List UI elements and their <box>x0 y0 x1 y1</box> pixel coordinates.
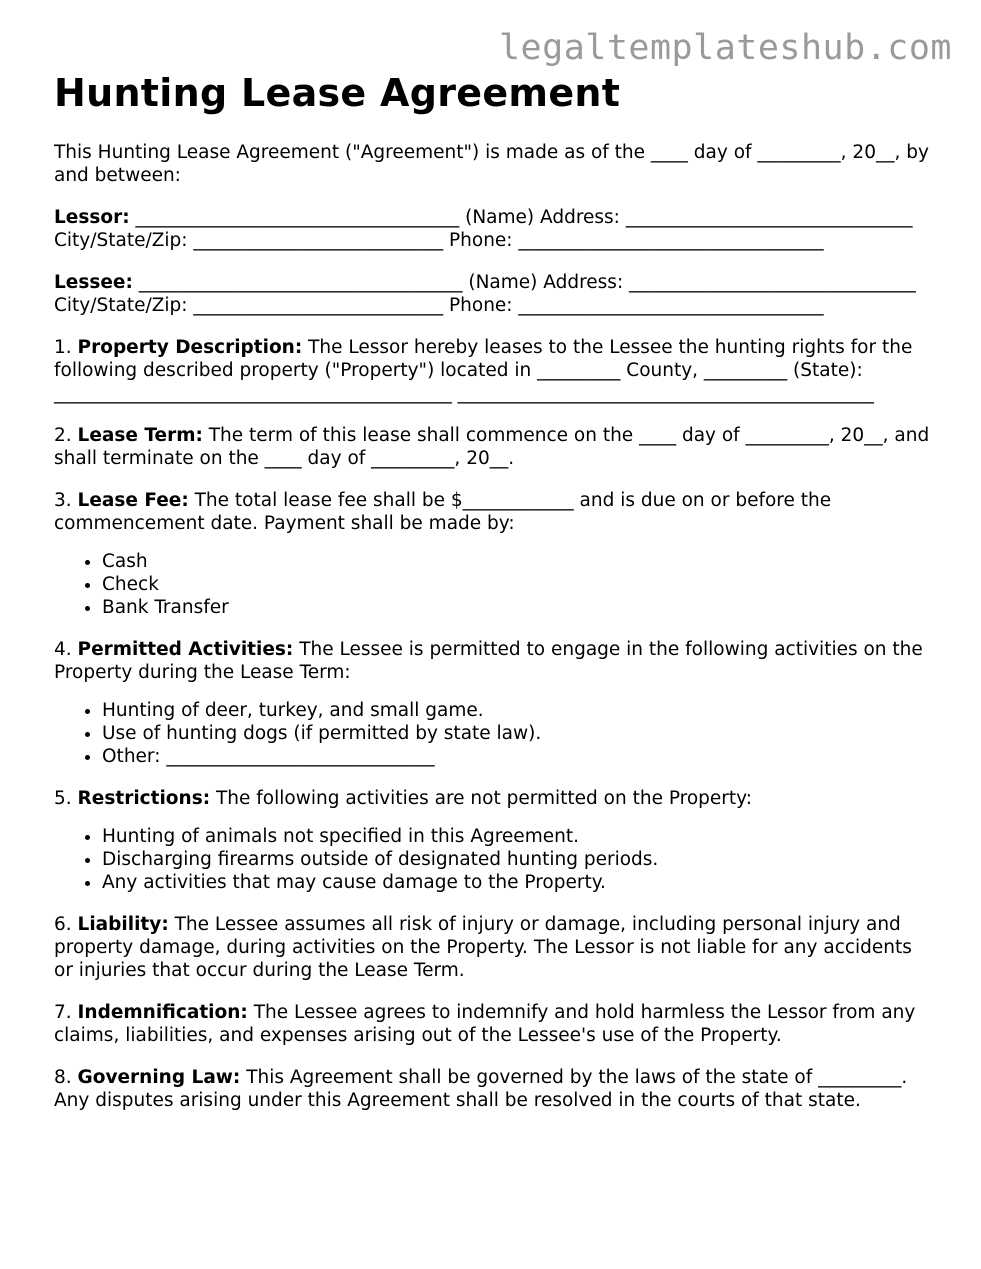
lessee-label: Lessee: <box>54 272 133 293</box>
section-number: 8. <box>54 1067 78 1088</box>
section-text: The term of this lease shall commence on the ____ day of _________, 20__, and shall terminate on the ____ day of _________, 20__. <box>54 425 930 469</box>
section-heading: Indemnification: <box>77 1002 248 1023</box>
list-item: • Bank Transfer <box>102 596 934 619</box>
section-text: The Lessee assumes all risk of injury or damage, including personal injury and property damage, during activities on the Property. The Lessor is not liable for any accidents or injuries that occur during the Lease Term. <box>54 914 912 981</box>
section-heading: Restrictions: <box>77 788 211 809</box>
list-item: • Cash <box>102 550 934 573</box>
section-number: 5. <box>54 788 78 809</box>
payment-methods-list <box>54 550 934 619</box>
list-item: • Other: _____________________________ <box>102 745 934 768</box>
section-heading: Governing Law: <box>77 1067 241 1088</box>
section-heading: Permitted Activities: <box>77 639 294 660</box>
lessor-block <box>54 206 934 252</box>
section-number: 3. <box>54 490 78 511</box>
lessor-fields: ___________________________________ (Name) Address: _______________________________ City/State/Zip: ___________________________ Phone: _________________________________ <box>54 207 913 251</box>
section-number: 4. <box>54 639 78 660</box>
permitted-activities-list <box>54 699 934 768</box>
section-number: 2. <box>54 425 78 446</box>
section-heading: Liability: <box>77 914 169 935</box>
section-lease-term <box>54 424 934 470</box>
section-text: This Agreement shall be governed by the laws of the state of _________. Any disputes arising under this Agreement shall be resolved in the courts of that state. <box>54 1067 908 1111</box>
list-item: • Hunting of deer, turkey, and small game. <box>102 699 934 722</box>
section-lease-fee <box>54 489 934 535</box>
lessee-fields: ___________________________________ (Name) Address: _______________________________ City/State/Zip: ___________________________ Phone: _________________________________ <box>54 272 916 316</box>
list-item: • Any activities that may cause damage to the Property. <box>102 871 934 894</box>
intro-paragraph: This Hunting Lease Agreement ("Agreement") is made as of the ____ day of _________, 20__, by and between: <box>54 142 929 186</box>
section-text: The Lessee agrees to indemnify and hold harmless the Lessor from any claims, liabilities, and expenses arising out of the Lessee's use of the Property. <box>54 1002 916 1046</box>
restrictions-list <box>54 825 934 894</box>
section-heading: Lease Fee: <box>77 490 189 511</box>
section-indemnification <box>54 1001 934 1047</box>
section-text: The Lessor hereby leases to the Lessee the hunting rights for the following described property ("Property") located in _________ County, _________ (State): ___________________________________________ _____________________________________________ <box>54 337 913 404</box>
section-property-description <box>54 336 934 405</box>
section-number: 7. <box>54 1002 78 1023</box>
lessee-block <box>54 271 934 317</box>
watermark: legaltemplateshub.com <box>498 28 952 68</box>
list-item: • Hunting of animals not specified in this Agreement. <box>102 825 934 848</box>
lessor-label: Lessor: <box>54 207 130 228</box>
section-text: The Lessee is permitted to engage in the following activities on the Property during the Lease Term: <box>54 639 923 683</box>
section-text: The following activities are not permitted on the Property: <box>210 788 753 809</box>
page-title: Hunting Lease Agreement <box>54 71 621 115</box>
document-body <box>54 70 934 1131</box>
section-liability <box>54 913 934 982</box>
list-item: • Discharging firearms outside of designated hunting periods. <box>102 848 934 871</box>
section-restrictions <box>54 787 934 810</box>
section-heading: Lease Term: <box>77 425 203 446</box>
section-number: 1. <box>54 337 78 358</box>
section-number: 6. <box>54 914 78 935</box>
list-item: • Check <box>102 573 934 596</box>
section-governing-law <box>54 1066 934 1112</box>
section-permitted-activities <box>54 638 934 684</box>
section-heading: Property Description: <box>77 337 303 358</box>
list-item: • Use of hunting dogs (if permitted by state law). <box>102 722 934 745</box>
section-text: The total lease fee shall be $____________ and is due on or before the commencement date. Payment shall be made by: <box>54 490 832 534</box>
